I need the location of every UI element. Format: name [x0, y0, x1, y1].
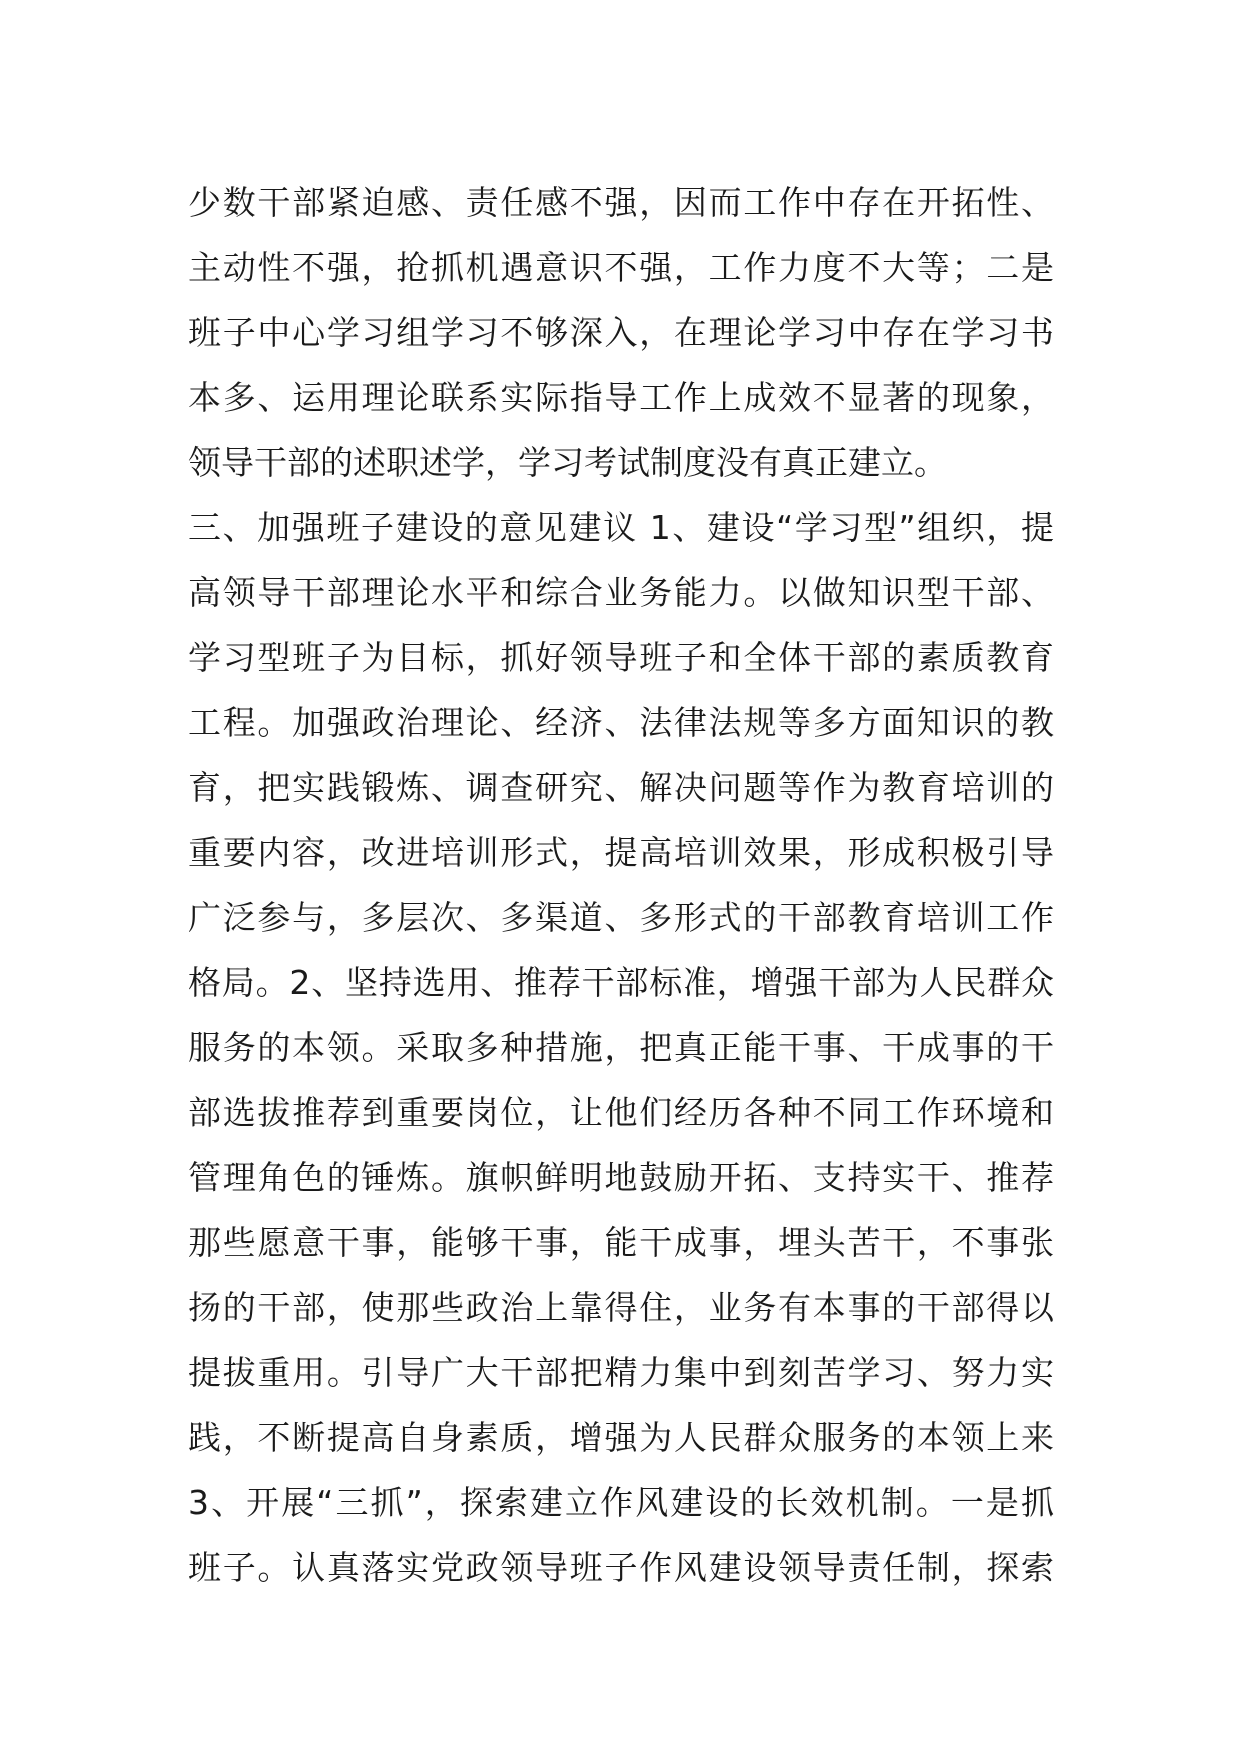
text-line: 三、加强班子建设的意见建议 1、建设“学习型”组织，提 [188, 508, 1054, 547]
text-line: 扬的干部，使那些政治上靠得住，业务有本事的干部得以 [188, 1288, 1054, 1327]
text-line: 少数干部紧迫感、责任感不强，因而工作中存在开拓性、 [188, 183, 1054, 222]
body-text [188, 170, 1054, 1600]
text-line: 践，不断提高自身素质，增强为人民群众服务的本领上来 [188, 1418, 1054, 1457]
text-line: 班子。认真落实党政领导班子作风建设领导责任制，探索 [188, 1548, 1054, 1587]
text-line: 部选拔推荐到重要岗位，让他们经历各种不同工作环境和 [188, 1093, 1054, 1132]
text-line: 重要内容，改进培训形式，提高培训效果，形成积极引导 [188, 833, 1054, 872]
text-line: 学习型班子为目标，抓好领导班子和全体干部的素质教育 [188, 638, 1054, 677]
text-line: 领导干部的述职述学，学习考试制度没有真正建立。 [188, 443, 947, 482]
text-line: 育，把实践锻炼、调查研究、解决问题等作为教育培训的 [188, 768, 1054, 807]
text-line: 班子中心学习组学习不够深入，在理论学习中存在学习书 [188, 313, 1054, 352]
text-line: 格局。2、坚持选用、推荐干部标准，增强干部为人民群众 [188, 963, 1054, 1002]
text-line: 那些愿意干事，能够干事，能干成事，埋头苦干，不事张 [188, 1223, 1054, 1262]
text-line: 管理角色的锤炼。旗帜鲜明地鼓励开拓、支持实干、推荐 [188, 1158, 1054, 1197]
text-line: 高领导干部理论水平和综合业务能力。以做知识型干部、 [188, 573, 1054, 612]
text-line: 广泛参与，多层次、多渠道、多形式的干部教育培训工作 [188, 898, 1054, 937]
text-line: 提拔重用。引导广大干部把精力集中到刻苦学习、努力实 [188, 1353, 1054, 1392]
text-line: 主动性不强，抢抓机遇意识不强，工作力度不大等；二是 [188, 248, 1054, 287]
text-line: 本多、运用理论联系实际指导工作上成效不显著的现象， [188, 378, 1054, 417]
text-line: 3、开展“三抓”，探索建立作风建设的长效机制。一是抓 [188, 1483, 1054, 1522]
text-line: 工程。加强政治理论、经济、法律法规等多方面知识的教 [188, 703, 1054, 742]
text-line: 服务的本领。采取多种措施，把真正能干事、干成事的干 [188, 1028, 1054, 1067]
